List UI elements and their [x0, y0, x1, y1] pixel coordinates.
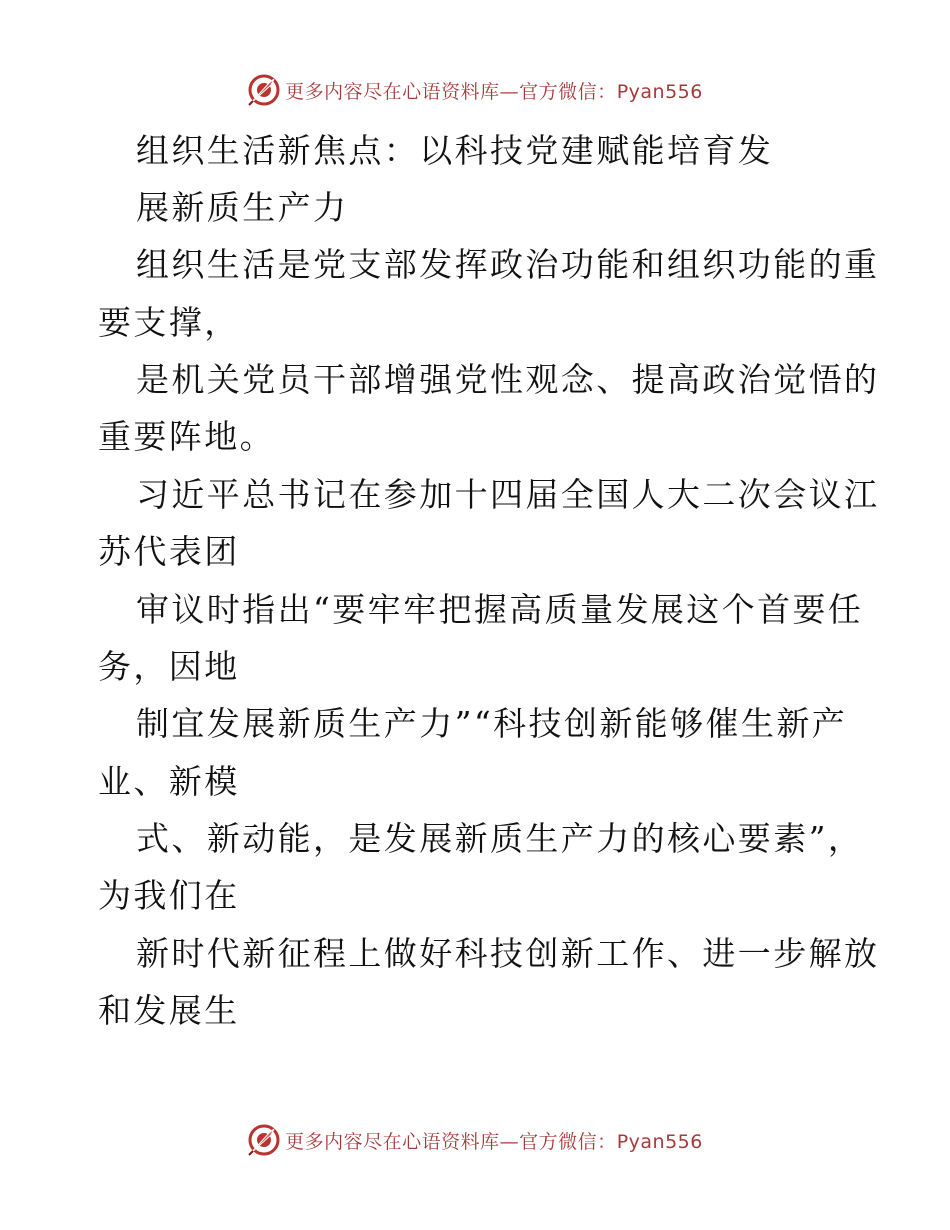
- paragraph-line: 为我们在: [98, 876, 240, 915]
- paragraph-line: 重要阵地。: [98, 417, 275, 456]
- watermark-dash: —: [499, 1130, 520, 1153]
- watermark-site: 更多内容尽在心语资料库: [285, 80, 500, 103]
- footer-watermark: [0, 1120, 950, 1160]
- paragraph-line: 新时代新征程上做好科技创新工作、进一步解放: [136, 934, 880, 973]
- document-title-line-1: 组织生活新焦点：以科技党建赋能培育发: [136, 131, 774, 170]
- quill-logo-icon: [247, 73, 281, 107]
- watermark-dash: —: [499, 80, 520, 103]
- watermark-label: 官方微信：: [519, 80, 617, 103]
- header-watermark: [0, 70, 950, 110]
- watermark-text: [285, 1127, 703, 1154]
- watermark-text: [285, 77, 703, 104]
- quill-logo-icon: [247, 1123, 281, 1157]
- paragraph-line: 是机关党员干部增强党性观念、提高政治觉悟的: [136, 360, 880, 399]
- paragraph-line: 组织生活是党支部发挥政治功能和组织功能的重: [136, 245, 880, 284]
- watermark-site: 更多内容尽在心语资料库: [285, 1130, 500, 1153]
- document-title-line-2: 展新质生产力: [136, 188, 349, 227]
- paragraph-line: 制宜发展新质生产力”“科技创新能够催生新产: [136, 704, 848, 743]
- watermark-handle: Pyan556: [616, 80, 703, 103]
- paragraph-line: 式、新动能，是发展新质生产力的核心要素”，: [136, 819, 864, 858]
- paragraph-line: 要支撑，: [98, 303, 240, 342]
- watermark-label: 官方微信：: [519, 1130, 617, 1153]
- paragraph-line: 务，因地: [98, 647, 240, 686]
- paragraph-line: 审议时指出“要牢牢把握高质量发展这个首要任: [136, 590, 864, 629]
- watermark-handle: Pyan556: [616, 1130, 703, 1153]
- paragraph-line: 习近平总书记在参加十四届全国人大二次会议江: [136, 475, 880, 514]
- paragraph-line: 和发展生: [98, 991, 240, 1030]
- paragraph-line: 业、新模: [98, 762, 240, 801]
- paragraph-line: 苏代表团: [98, 532, 240, 571]
